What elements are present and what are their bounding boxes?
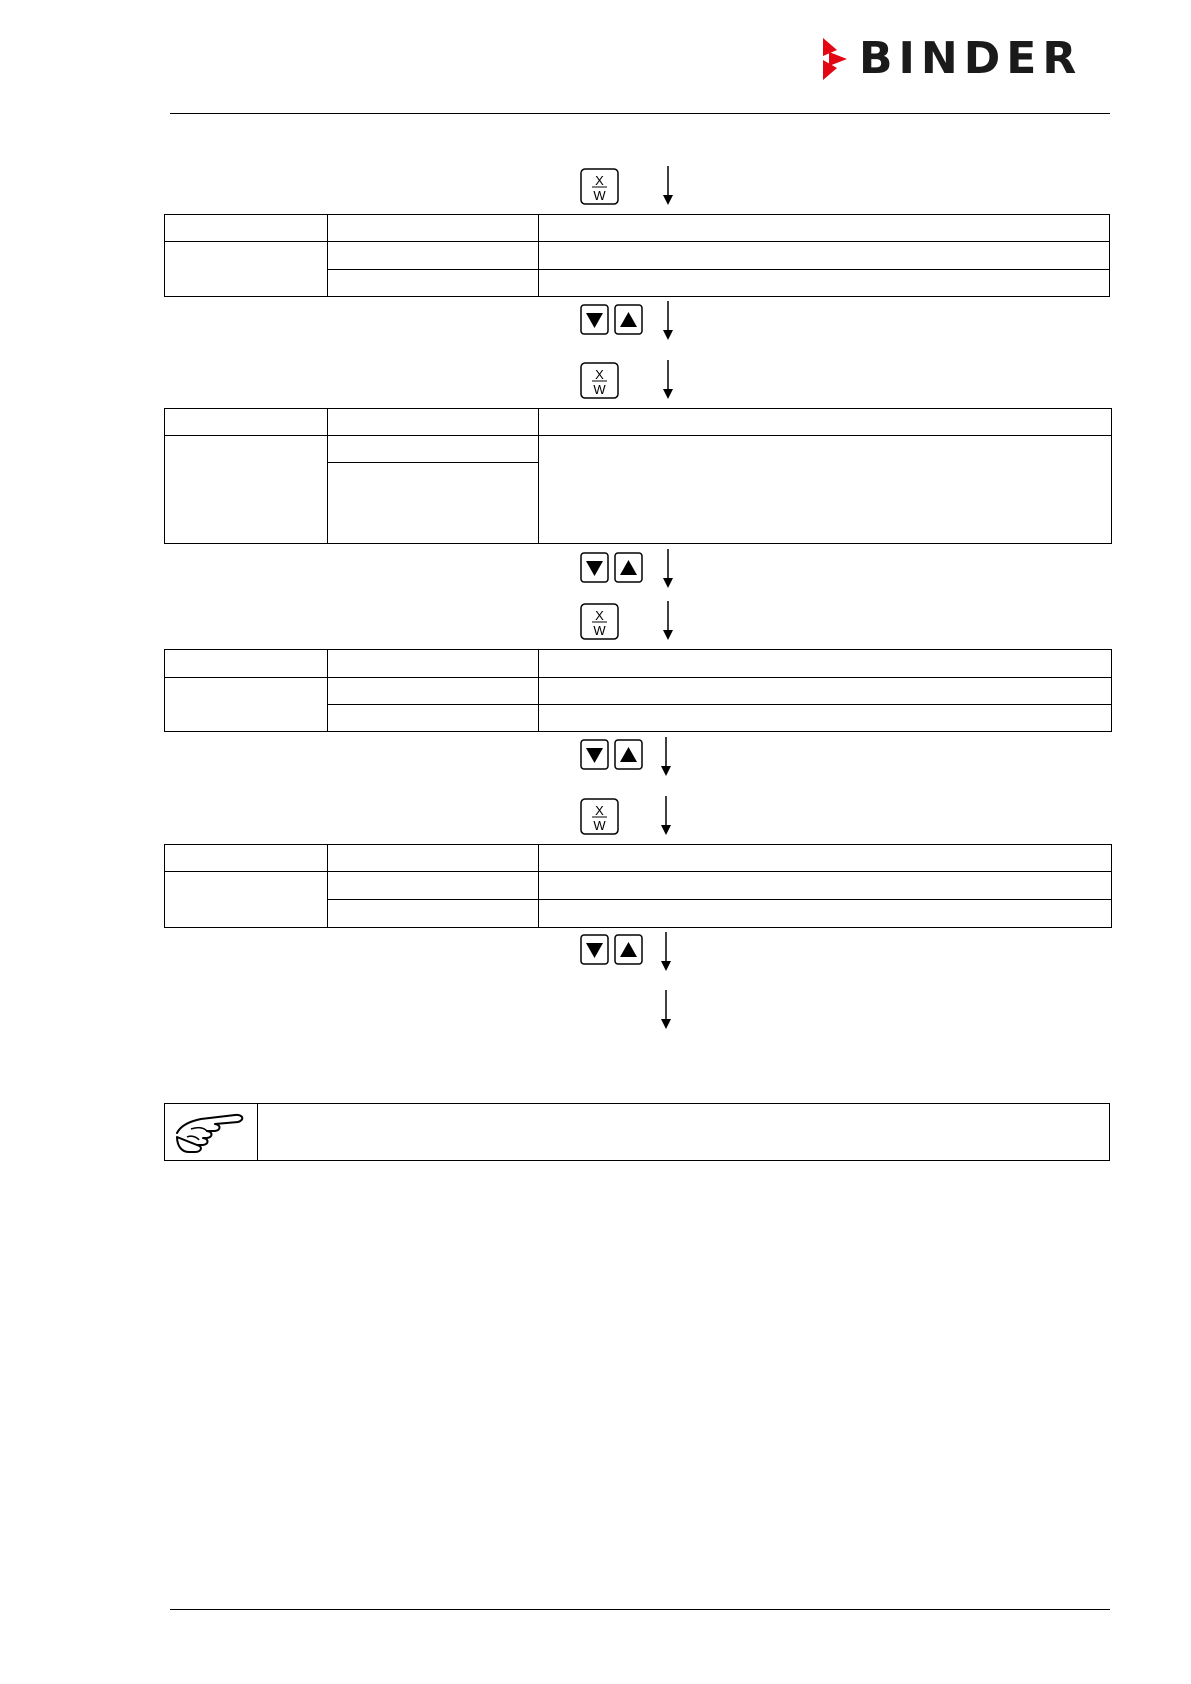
- svg-text:W: W: [593, 382, 606, 397]
- xw-key-icon: [580, 168, 620, 206]
- table-cell: [165, 409, 328, 436]
- parameter-table-2: [164, 408, 1112, 544]
- down-arrow-icon: [659, 932, 673, 972]
- parameter-table-1: [164, 214, 1110, 297]
- down-arrow-icon: [659, 737, 673, 777]
- table-cell: [328, 705, 539, 732]
- pointing-hand-icon: [173, 1107, 249, 1157]
- table-cell: [328, 270, 539, 297]
- table-cell: [539, 215, 1110, 242]
- brand-text: BINDER: [859, 33, 1083, 84]
- svg-text:X: X: [595, 173, 604, 188]
- down-arrow-icon: [661, 166, 675, 206]
- table-cell: [539, 900, 1112, 928]
- down-arrow-icon: [659, 796, 673, 836]
- binder-logo: [821, 33, 1083, 84]
- note-text: [258, 1104, 1109, 1160]
- table-cell: [328, 463, 539, 544]
- svg-text:W: W: [593, 623, 606, 638]
- down-up-keys-icon: [580, 934, 644, 966]
- table-cell: [165, 845, 328, 872]
- table-cell: [165, 872, 328, 928]
- table-cell: [539, 270, 1110, 297]
- table-cell: [165, 215, 328, 242]
- table-cell: [539, 650, 1112, 678]
- down-up-keys-icon: [580, 739, 644, 771]
- xw-key-icon: [580, 798, 620, 836]
- table-cell: [328, 678, 539, 705]
- table-cell: [328, 409, 539, 436]
- table-cell: [328, 872, 539, 900]
- table-cell: [539, 705, 1112, 732]
- xw-key-icon: [580, 603, 620, 641]
- table-cell: [165, 678, 328, 732]
- table-cell: [539, 845, 1112, 872]
- table-cell: [539, 872, 1112, 900]
- table-cell: [328, 650, 539, 678]
- table-cell: [165, 242, 328, 297]
- down-arrow-icon: [661, 549, 675, 589]
- parameter-table-3: [164, 649, 1112, 732]
- table-cell: [328, 215, 539, 242]
- binder-logo-mark-icon: [821, 36, 851, 82]
- table-cell: [165, 436, 328, 544]
- xw-key-icon: [580, 362, 620, 400]
- table-cell: [328, 436, 539, 463]
- table-cell: [539, 242, 1110, 270]
- svg-text:X: X: [595, 608, 604, 623]
- down-up-keys-icon: [580, 552, 644, 584]
- table-cell: [539, 436, 1112, 544]
- down-arrow-icon: [659, 990, 673, 1030]
- down-arrow-icon: [661, 601, 675, 641]
- svg-text:W: W: [593, 188, 606, 203]
- down-arrow-icon: [661, 360, 675, 400]
- svg-text:X: X: [595, 367, 604, 382]
- header-rule: [170, 113, 1110, 114]
- table-cell: [328, 242, 539, 270]
- table-cell: [165, 650, 328, 678]
- footer-rule: [170, 1609, 1110, 1610]
- note-box: [164, 1103, 1110, 1161]
- svg-text:W: W: [593, 818, 606, 833]
- table-cell: [328, 845, 539, 872]
- table-cell: [328, 900, 539, 928]
- table-cell: [539, 678, 1112, 705]
- note-icon-cell: [165, 1104, 258, 1160]
- table-cell: [539, 409, 1112, 436]
- down-up-keys-icon: [580, 304, 644, 336]
- svg-text:X: X: [595, 803, 604, 818]
- down-arrow-icon: [661, 301, 675, 341]
- parameter-table-4: [164, 844, 1112, 928]
